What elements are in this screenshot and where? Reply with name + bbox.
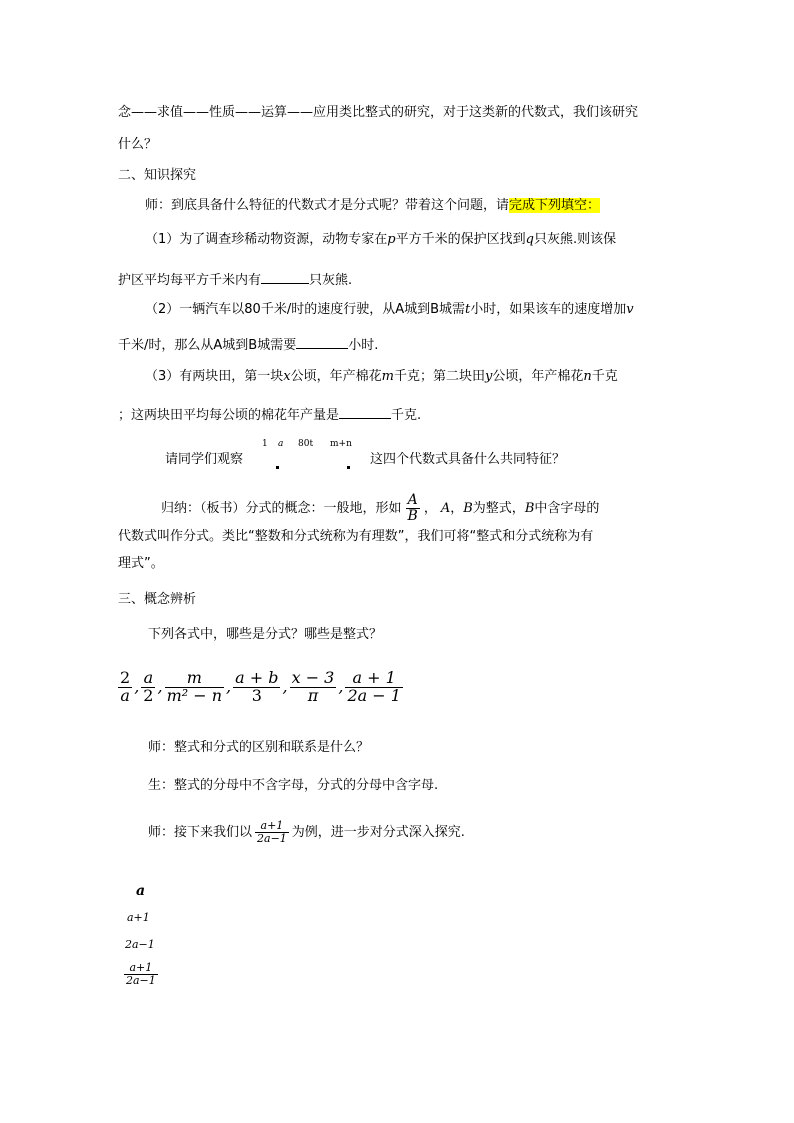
observe-question: 这四个代数式具备什么共同特征？	[370, 452, 566, 467]
q2-var-t: t	[465, 302, 471, 317]
q1-text-c: 只灰熊.则该保	[533, 232, 617, 247]
observe-dot-1	[276, 466, 279, 469]
fraction-item-3	[165, 670, 224, 705]
q1-var-p: p	[387, 232, 396, 247]
q1-var-q: q	[525, 232, 534, 247]
observe-expr-3: 80t	[298, 439, 314, 449]
bottom-expr-2a-minus-1: 2a−1	[125, 938, 155, 951]
section-heading-2: 二、知识探究	[118, 168, 197, 183]
q2-line2-a: 千米/时，那么从A城到B城需要	[118, 338, 297, 353]
fraction-item-5	[290, 670, 337, 705]
fraction-item-1-num: 2	[120, 668, 131, 687]
intro-line-2: 什么？	[118, 137, 158, 152]
question-2-line-1	[145, 303, 634, 316]
fraction-item-4	[233, 670, 280, 705]
teacher-question-1: 师：整式和分式的区别和联系是什么？	[148, 740, 370, 755]
separator-1: ,	[134, 677, 140, 697]
q3-text-b: 公顷，年产棉花	[290, 369, 382, 384]
observe-expr-2: a	[278, 439, 284, 449]
example-fraction-den: 2a−1	[257, 831, 287, 845]
fraction-denominator: B	[407, 507, 418, 524]
observe-expr-4: m+n	[330, 439, 352, 449]
fraction-item-6-num: a + 1	[352, 668, 396, 687]
q3-text-c: 千克；第二块田	[393, 369, 485, 384]
summary-line-1	[161, 488, 599, 528]
q3-var-x: x	[283, 369, 291, 384]
teacher-example-post: 为例，进一步对分式深入探究.	[291, 824, 465, 840]
question-1-line-2	[118, 271, 352, 287]
highlighted-instruction: 完成下列填空：	[509, 198, 601, 213]
fraction-item-3-den: m² − n	[166, 685, 223, 705]
fraction-item-6	[345, 670, 402, 705]
observe-expr-1: 1	[262, 439, 268, 449]
question-3-line-1	[145, 370, 618, 383]
intro-line-1: 念——求值——性质——运算——应用类比整式的研究，对于这类新的代数式，我们该研究	[118, 105, 639, 120]
summary-line-3: 理式”。	[118, 556, 164, 571]
summary-text-c: ，	[450, 500, 464, 516]
fraction-numerator: A	[407, 491, 418, 508]
q2-text-b: 小时，如果该车的速度增加	[470, 302, 627, 317]
fraction-item-5-num: x − 3	[291, 668, 335, 687]
q3-text-e: 千克	[591, 369, 618, 384]
question-3-line-2	[118, 406, 421, 422]
question-2-line-2	[118, 336, 378, 352]
bottom-expr-a: a	[136, 883, 146, 899]
example-fraction	[255, 820, 289, 844]
separator-5: ,	[338, 677, 344, 697]
separator-2: ,	[157, 677, 163, 697]
fraction-item-2-den: 2	[143, 685, 154, 705]
bottom-fraction-den: 2a−1	[126, 973, 156, 987]
q3-var-m: m	[381, 369, 394, 384]
bottom-fraction	[124, 962, 158, 986]
q1-text-a: （1）为了调查珍稀动物资源，动物专家在	[145, 232, 388, 247]
fraction-item-1-den: a	[120, 685, 130, 705]
fraction-item-4-num: a + b	[235, 668, 279, 687]
bottom-fraction-inner	[124, 962, 158, 986]
fraction-list	[118, 670, 403, 705]
summary-text-d: 为整式，	[472, 500, 525, 516]
q2-var-v: v	[626, 302, 634, 317]
answer-blank-2[interactable]	[296, 336, 348, 349]
fraction-item-6-den: 2a − 1	[347, 685, 401, 705]
fraction-item-5-den: π	[307, 685, 319, 705]
fraction-item-4-den: 3	[251, 685, 262, 705]
summary-line-2: 代数式叫作分式。类比“整数和分式统称为有理数”，我们可将“整式和分式统称为有	[118, 529, 594, 544]
q3-var-y: y	[484, 369, 493, 384]
bottom-expr-a-plus-1: a+1	[127, 911, 150, 924]
q1-text-b: 平方千米的保护区找到	[395, 232, 526, 247]
fraction-item-2-num: a	[143, 668, 154, 687]
summary-text-e: 中含字母的	[534, 500, 600, 516]
observe-prompt: 请同学们观察	[165, 452, 244, 467]
teacher-prompt	[145, 199, 600, 212]
fraction-a-over-b	[406, 493, 420, 523]
teacher-example-line	[148, 812, 465, 852]
q3-text-d: 公顷，年产棉花	[492, 369, 584, 384]
summary-var-a: A	[440, 500, 451, 516]
fraction-item-2	[141, 670, 155, 705]
teacher-prompt-text: 师：到底具备什么特征的代数式才是分式呢？带着这个问题，请	[145, 198, 510, 213]
q2-text-a: （2）一辆汽车以80千米/时的速度行驶，从A城到B城需	[145, 302, 466, 317]
q1-line2-b: 只灰熊.	[309, 273, 353, 288]
example-fraction-num: a+1	[260, 818, 284, 832]
summary-var-b: B	[463, 500, 473, 516]
separator-4: ,	[282, 677, 288, 697]
separator-3: ,	[226, 677, 232, 697]
fraction-item-3-num: m	[186, 668, 202, 687]
classification-question: 下列各式中，哪些是分式？哪些是整式？	[148, 627, 383, 642]
summary-text-a: 归纳：（板书）分式的概念：一般地，形如	[161, 500, 402, 516]
teacher-example-pre: 师：接下来我们以	[148, 824, 253, 840]
q3-var-n: n	[583, 369, 592, 384]
q3-line2-a: ；这两块田平均每公顷的棉花年产量是	[118, 408, 340, 423]
question-1-line-1	[145, 233, 616, 246]
q1-line2-a: 护区平均每平方千米内有	[118, 273, 262, 288]
fraction-item-1	[118, 670, 132, 705]
q3-text-a: （3）有两块田，第一块	[145, 369, 284, 384]
answer-blank-3[interactable]	[339, 406, 391, 419]
observe-dot-2	[347, 466, 350, 469]
summary-var-b2: B	[524, 500, 535, 516]
q2-line2-b: 小时.	[348, 338, 379, 353]
summary-text-b: ，	[423, 500, 437, 516]
answer-blank-1[interactable]	[261, 271, 309, 284]
q3-line2-b: 千克.	[391, 408, 422, 423]
student-answer: 生：整式的分母中不含字母，分式的分母中含字母.	[148, 778, 439, 793]
bottom-fraction-num: a+1	[129, 961, 153, 974]
section-heading-3: 三、概念辨析	[118, 592, 197, 607]
